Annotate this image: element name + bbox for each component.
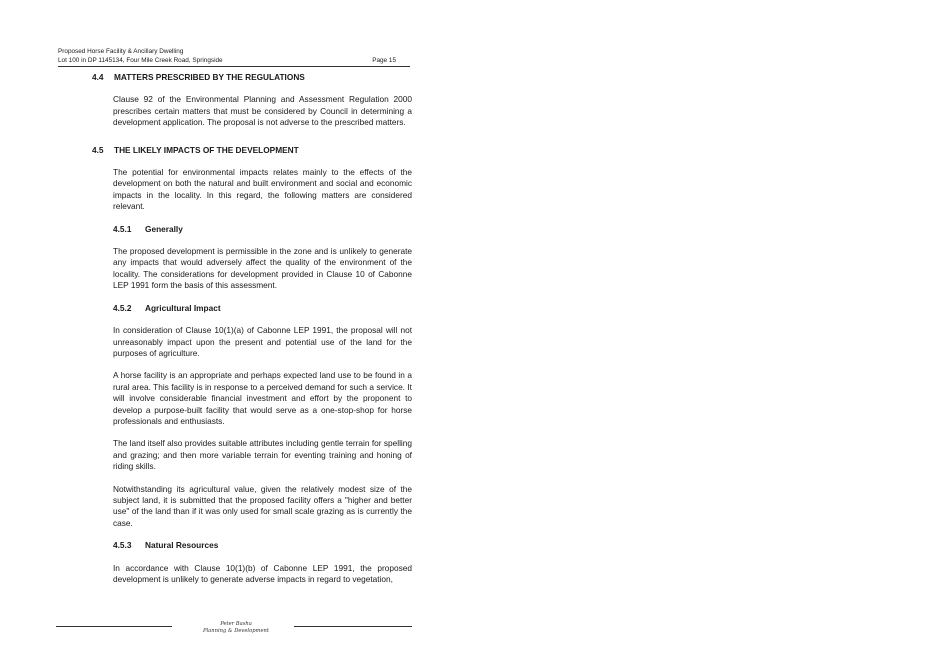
paragraph: A horse facility is an appropriate and perhaps expected land use to be found in a rural area. This facility is in response to a perceived demand for such a service. It will involve considerable financial investment and effort by the proponent to develop a purpose-built facility that would serve as a one-stop-shop for horse professionals and enthusiasts.	[113, 370, 412, 426]
section-number: 4.4	[92, 72, 104, 82]
section-number: 4.5	[92, 144, 104, 155]
paragraph: The proposed development is permissible in the zone and is unlikely to generate any impacts that would adversely affect the quality of the environment of the locality. The considerations for development provided in Clause 10 of Cabonne LEP 1991 form the basis of this assessment.	[113, 246, 412, 291]
document-body	[92, 72, 412, 585]
heading-4-5-2	[113, 303, 412, 314]
footer-rule-right	[294, 626, 412, 627]
paragraph: The potential for environmental impacts relates mainly to the effects of the development on both the natural and built environment and social and economic impacts in the locality. In this regard, the following matters are considered relevant.	[113, 167, 412, 212]
paragraph: In consideration of Clause 10(1)(a) of Cabonne LEP 1991, the proposal will not unreasonably impact upon the present and potential use of the land for the purposes of agriculture.	[113, 325, 412, 358]
subsection-number: 4.5.3	[113, 540, 132, 551]
subsection-title: Agricultural Impact	[145, 302, 221, 313]
paragraph: In accordance with Clause 10(1)(b) of Cabonne LEP 1991, the proposed development is unlikely to generate adverse impacts in regard to vegetation,	[113, 562, 412, 584]
signature-subtitle: Planning & Development	[203, 627, 269, 634]
header-lot-description: Lot 100 in DP 1145134, Four Mile Creek Road, Springside	[58, 56, 223, 64]
paragraph: The land itself also provides suitable attributes including gentle terrain for spelling and grazing; and then more variable terrain for eventing training and honing of riding skills.	[113, 438, 412, 472]
page-footer	[56, 620, 416, 640]
subsection-number: 4.5.2	[113, 302, 132, 313]
footer-rule-left	[56, 626, 172, 627]
paragraph: Notwithstanding its agricultural value, given the relatively modest size of the subject land, it is submitted that the proposed facility offers a "higher and better use" of the land than if it was only used for small scale grazing as is currently the case.	[113, 483, 412, 528]
paragraph: Clause 92 of the Environmental Planning and Assessment Regulation 2000 prescribes certain matters that must be considered by Council in determining a development application. The proposal is not adverse to the prescribed matters.	[113, 94, 412, 128]
subsection-title: Natural Resources	[145, 540, 219, 551]
heading-4-5-3	[113, 540, 412, 551]
page-number: Page 15	[372, 56, 396, 64]
section-title: THE LIKELY IMPACTS OF THE DEVELOPMENT	[114, 144, 299, 155]
header-project-title: Proposed Horse Facility & Ancillary Dwelling	[58, 48, 184, 55]
subsection-number: 4.5.1	[113, 223, 132, 234]
signature-name: Peter Basha	[220, 621, 252, 627]
subsection-title: Generally	[145, 223, 183, 234]
page-header	[58, 48, 410, 67]
header-rule-line	[58, 57, 410, 68]
heading-4-4	[92, 72, 412, 83]
footer-signature-logo	[196, 621, 276, 634]
section-title: MATTERS PRESCRIBED BY THE REGULATIONS	[114, 72, 305, 82]
heading-4-5-1	[113, 224, 412, 235]
heading-4-5	[92, 145, 412, 156]
